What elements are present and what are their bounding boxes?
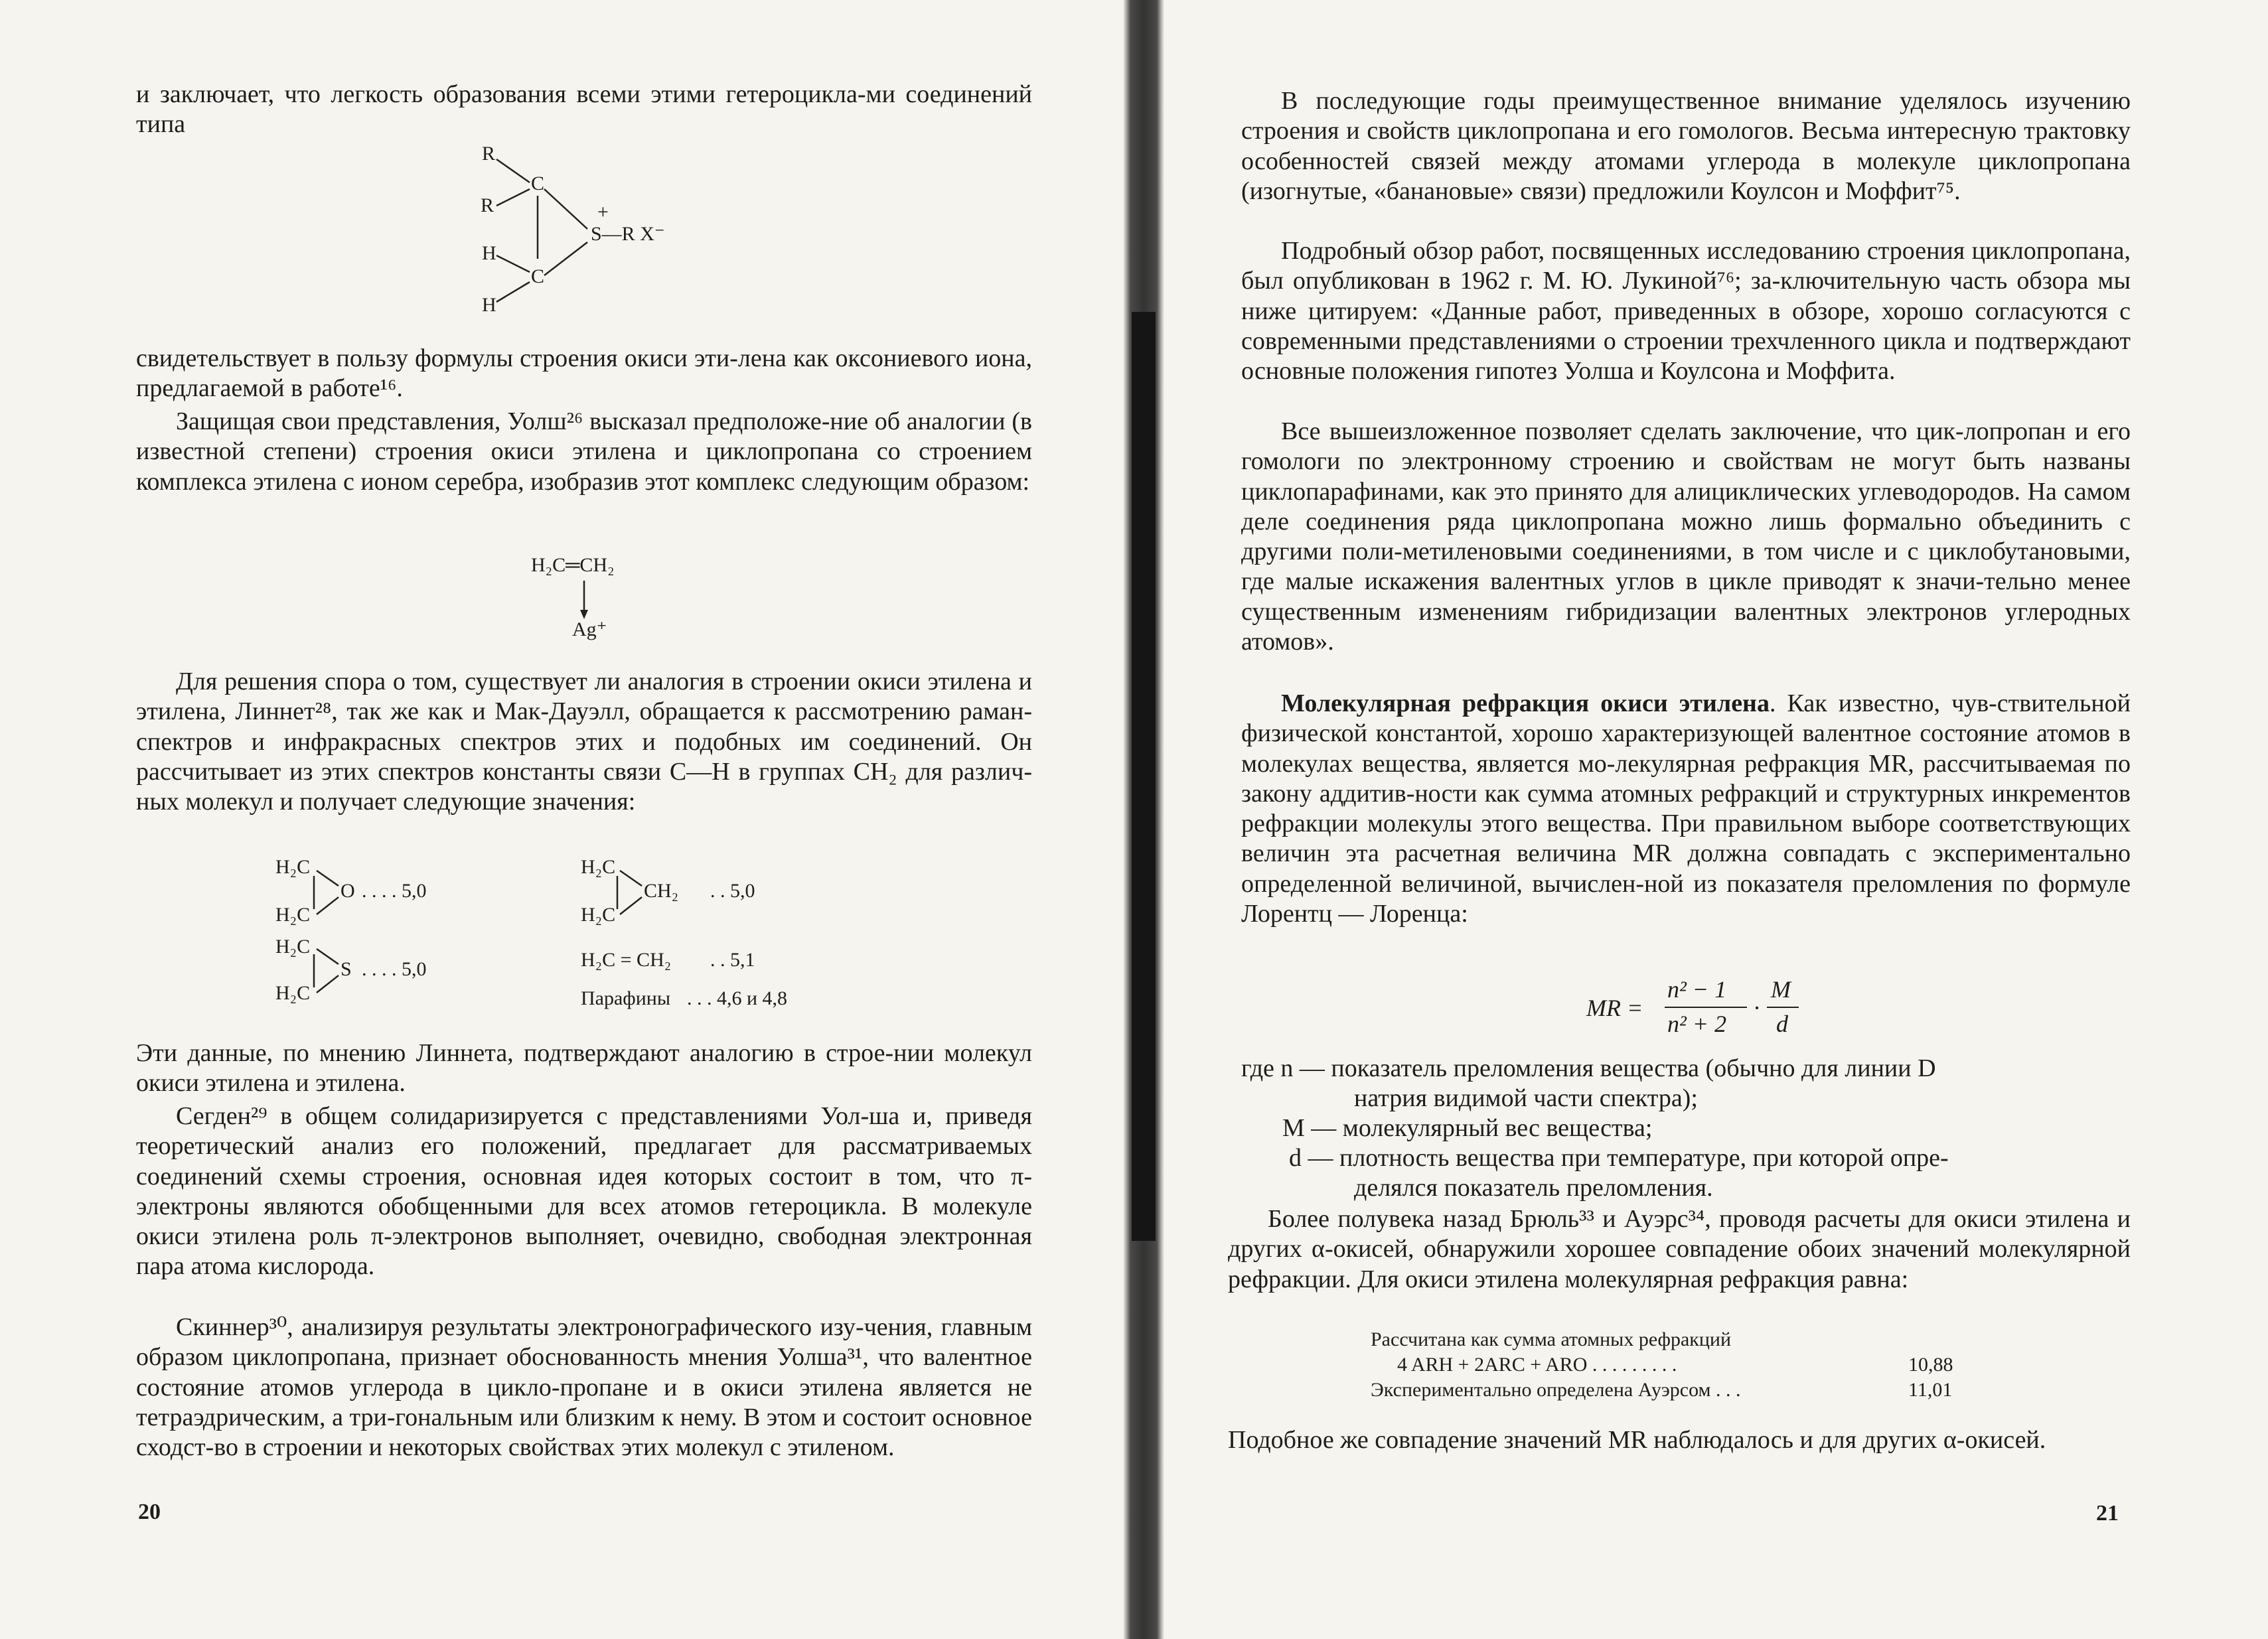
right-para-6: Подобное же совпадение значений MR наблюдалось и для других α-окисей. <box>1228 1426 2046 1454</box>
section-heading: Молекулярная рефракция окиси этилена <box>1281 689 1770 717</box>
left-para-2: свидетельствует в пользу формулы строения окиси эти-лена как оксониевого иона, предлагаемой в работе¹⁶. <box>136 344 1032 403</box>
sulfonium-h1: H <box>482 242 496 264</box>
legend-d-cont: делялся показатель преломления. <box>1354 1174 1713 1202</box>
right-para-5: Более полувека назад Брюль³³ и Ауэрс³⁴, проводя расчеты для окиси этилена и других α-окисей, обнаружили хорошее совпадение обоих значений молекулярной рефракции. Для окиси этилена молекулярная рефракция равна: <box>1228 1205 2131 1293</box>
left-page <box>0 0 1128 1639</box>
paraffins-label: Парафины <box>581 987 670 1009</box>
ag-complex-ethylene: H₂C═CH₂ <box>531 554 615 576</box>
exp-label: Экспериментально определена Ауэрсом . . . <box>1371 1379 1741 1401</box>
left-para-1: и заключает, что легкость образования всеми этими гетероцикла-ми соединений типа <box>136 80 1032 139</box>
formula-num2: M <box>1771 976 1791 1003</box>
constants-table <box>275 856 939 1022</box>
left-para-5: Эти данные, по мнению Линнета, подтверждают аналогию в строе-нии молекул окиси этилена и этилена. <box>136 1039 1032 1098</box>
sulfonium-c2: C <box>531 265 545 287</box>
sulfide-atom: S <box>340 958 352 980</box>
left-para-6: Сегден²⁹ в общем солидаризируется с представлениями Уол-ша и, приведя теоретический анализ его положений, предлагает для рассматриваемых соединений схемы строения, основная идея которых состоит в том, что π-электроны являются обобщенными для всех атомов гетероцикла. В молекуле окиси этилена роль π-электронов выполняет, очевидно, свободная электронная пара атома кислорода. <box>136 1102 1032 1281</box>
left-para-4: Для решения спора о том, существует ли аналогия в строении окиси этилена и этилена, Линнет²⁸, так же как и Мак-Дауэлл, обращается к рассмотрению раман-спектров и инфракрасных спектров этих и подобных им соединений. Он рассчитывает из этих спектров константы связи С—Н в группах СН₂ для различ-ных молекул и получает следующие значения: <box>136 668 1032 816</box>
right-page <box>1128 0 2268 1639</box>
oxide-atom: O <box>340 880 355 902</box>
formula-dot: · <box>1754 995 1760 1021</box>
oxide-h2c-top: H₂C <box>275 856 311 878</box>
formula-num1: n² − 1 <box>1667 976 1727 1003</box>
left-para-7: Скиннер³⁰, анализируя результаты электронографического изу-чения, главным образом циклопропана, признает обоснованность мнения Уолша³¹, что валентное состояние атомов углерода в цикло-пропане и в окиси этилена является не тетраэдрическим, а три-гональным или близким к нему. В этом и состоит основное сходст-во в строении и некоторых свойствах этих молекул с этиленом. <box>136 1313 1032 1462</box>
legend-n-cont: натрия видимой части спектра); <box>1354 1084 1698 1112</box>
legend-d: d — плотность вещества при температуре, при которой опре- <box>1289 1144 1949 1172</box>
right-para-1: В последующие годы преимущественное внимание уделялось изучению строения и свойств циклопропана и его гомологов. Весьма интересную трактовку особенностей связей между атомами углерода в молекуле циклопропана (изогнутые, «банановые» связи) предложили Коулсон и Моффит⁷⁵. <box>1241 87 2131 205</box>
legend-n: где n — показатель преломления вещества (обычно для линии D <box>1241 1054 1936 1082</box>
table-row-experimental <box>1371 1378 2034 1403</box>
sulfide-value: . . . . 5,0 <box>362 958 427 980</box>
oxide-h2c-bottom: H₂C <box>275 904 311 926</box>
propane-h2c-bottom: H₂C <box>581 904 616 926</box>
refraction-table <box>1371 1327 2034 1403</box>
right-para-3: Все вышеизложенное позволяет сделать заключение, что цик-лопропан и его гомологи по электронному строению и свойствам не могут быть названы циклопарафинами, как это принято для алициклических углеводородов. На самом деле соединения ряда циклопропана можно лишь формально объединить с другими поли-метиленовыми соединениями, в том числе и с циклобутановыми, где малые искажения валентных углов в цикле приводят к значи-тельно менее существенным изменениям гибридизации валентных электронов углеродных атомов». <box>1241 417 2131 656</box>
sulfonium-structure <box>478 143 697 322</box>
exp-value: 11,01 <box>1908 1379 1953 1401</box>
calc-value: 10,88 <box>1908 1354 1953 1376</box>
sulfonium-s-group: S—R X⁻ <box>591 223 665 245</box>
propane-value: . . 5,0 <box>710 880 755 902</box>
page-number-left: 20 <box>138 1500 161 1524</box>
formula-den1: n² + 2 <box>1667 1011 1727 1037</box>
sulfonium-r1: R <box>482 143 496 165</box>
sulfonium-h2: H <box>482 294 496 316</box>
paraffins-value: . . . 4,6 и 4,8 <box>687 987 788 1009</box>
right-para-2: Подробный обзор работ, посвященных исследованию строения циклопропана, был опубликован в 1962 г. М. Ю. Лукиной⁷⁶; за-ключительную часть обзора мы ниже цитируем: «Данные работ, приведенных в обзоре, хорошо согласуются с современными представлениями о строении трехчленного цикла и подтверждают основные положения гипотез Уолша и Коулсона и Моффита. <box>1241 237 2131 386</box>
propane-ch2: CH₂ <box>644 880 679 902</box>
sulfonium-r2: R <box>481 194 494 216</box>
lorentz-formula <box>1586 975 1878 1048</box>
calc-formula: 4 ARH + 2ARC + ARO . . . . . . . . . <box>1397 1354 1677 1376</box>
ethylene-formula: H₂C = CH₂ <box>581 949 672 971</box>
page-number-right: 21 <box>2096 1501 2119 1526</box>
right-para-4 <box>1241 689 2131 929</box>
ag-complex-silver: Ag⁺ <box>572 618 607 640</box>
table-row-calculated <box>1371 1352 2034 1378</box>
oxide-value: . . . . 5,0 <box>362 880 427 902</box>
sulfonium-plus: + <box>597 201 609 223</box>
table-header: Рассчитана как сумма атомных рефракций <box>1371 1328 1732 1350</box>
sulfonium-c1: C <box>531 173 545 194</box>
formula-den2: d <box>1776 1011 1788 1037</box>
right-para-4-body: . Как известно, чув-ствительной физической константой, хорошо характеризующей валентное состояние атомов в молекулах вещества, является мо-лекулярная рефракция MR, рассчитываемая по закону аддитив-ности как сумма атомных рефракций и структурных инкрементов рефракции молекулы этого вещества. При правильном выборе соответствующих величин эта расчетная величина MR должна совпадать с экспериментально определенной величиной, вычислен-ной из показателя преломления по формуле Лорентц — Лоренца: <box>1241 689 2131 928</box>
left-para-3: Защищая свои представления, Уолш²⁶ высказал предположе-ние об аналогии (в известной степени) строения окиси этилена и циклопропана со строением комплекса этилена с ионом серебра, изобразив этот комплекс следующим образом: <box>136 407 1032 496</box>
sulfide-h2c-top: H₂C <box>275 936 311 958</box>
silver-complex <box>531 554 664 647</box>
formula-lhs: MR = <box>1586 995 1643 1021</box>
propane-h2c-top: H₂C <box>581 856 616 878</box>
legend-m: M — молекулярный вес вещества; <box>1282 1114 1653 1142</box>
formula-fraction-bars <box>1586 975 1878 1048</box>
formula-legend <box>1241 1054 2131 1203</box>
ethylene-value: . . 5,1 <box>710 949 755 971</box>
sulfide-h2c-bottom: H₂C <box>275 982 311 1004</box>
